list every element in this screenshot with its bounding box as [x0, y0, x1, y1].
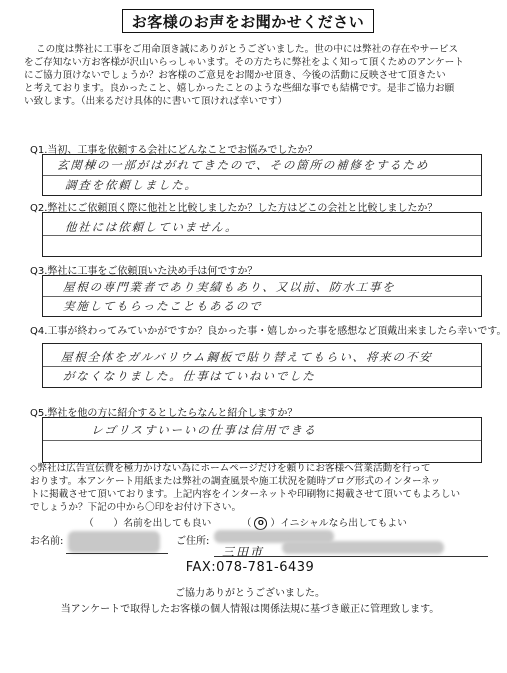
answer-3-line-2: 実施してもらったこともあるので — [62, 299, 263, 313]
redacted-address — [282, 541, 444, 554]
outro-line: おります。本アンケート用紙または弊社の調査風景や施工状況を随時ブログ形式のインターネッ — [30, 476, 441, 487]
consent-choices — [84, 515, 407, 530]
intro-paragraph — [24, 43, 480, 108]
address-value: 三田市 — [222, 545, 265, 559]
outro-line: トに掲載させて頂いております。上記内容をインターネットや印刷物に掲載させて頂いてもよろしい — [30, 489, 461, 500]
answer-rule — [43, 175, 481, 176]
privacy-notice: 当アンケートで取得したお客様の個人情報は関係法規に基づき厳正に管理致します。 — [60, 604, 440, 615]
intro-line: にご協力頂けないでしょうか？お客様のご意見をお聞かせ頂き、今後の活動に反映させて頂きたい — [24, 70, 446, 81]
name-underline — [66, 553, 168, 554]
answer-rule — [43, 440, 481, 441]
choice-initial-label: イニシャルなら出してもよい — [280, 518, 407, 529]
question-2-label: Q2.弊社にご依頼頂く際に他社と比較しましたか？した方はどこの会社と比較しましたか？ — [30, 203, 438, 214]
question-5-label: Q5.弊社を他の方に紹介するとしたらなんと紹介しますか？ — [30, 408, 298, 419]
question-4-label — [30, 322, 507, 337]
publication-consent-text — [30, 462, 490, 514]
fax-number: FAX:078-781-6439 — [185, 560, 315, 575]
question-4-label-text: Q4.工事が終わってみていかがですか？良かった事・嬉しかった事を感想など頂戴出来ましたら幸い — [30, 326, 478, 337]
answer-box-4 — [42, 343, 482, 388]
choice-name-checkbox[interactable]: （ ） — [84, 518, 124, 529]
answer-1-line-2: 調査を依頼しました。 — [64, 178, 199, 192]
answer-box-1 — [42, 154, 482, 196]
outro-line: ◇弊社は広告宣伝費を極力かけない為にホームページだけを頼りにお客様へ営業活動を行って — [30, 463, 431, 474]
intro-line: い致します。（出来るだけ具体的に書いて頂ければ幸いです） — [24, 96, 288, 107]
answer-box-2 — [42, 212, 482, 257]
selected-circle-mark: O — [254, 517, 267, 530]
outro-line: でしょうか？下記の中から〇印をお付け下さい。 — [30, 502, 242, 513]
choice-initial-checkbox[interactable]: （ O ） — [241, 518, 281, 529]
intro-line: をご存知ない方お客様が沢山いらっしゃいます。その方たちに弊社をよく知って頂くためのアンケート — [24, 57, 464, 68]
answer-3-line-1: 屋根の専門業者であり実績もあり、又以前、防水工事を — [62, 280, 396, 294]
form-title: お客様のお声をお聞かせください — [122, 9, 374, 33]
answer-rule — [43, 235, 481, 236]
answer-rule — [43, 296, 481, 297]
address-label: ご住所: — [176, 536, 210, 547]
answer-5-line-1: レゴリスすいーいの仕事は信用できる — [90, 423, 318, 437]
answer-box-3 — [42, 275, 482, 317]
answer-rule — [43, 366, 481, 367]
address-underline — [214, 556, 488, 557]
name-label: お名前: — [30, 536, 64, 547]
intro-line: この度は弊社に工事をご用命頂き誠にありがとうございました。世の中には弊社の存在やサービス — [36, 44, 459, 55]
answer-4-line-2: がなくなりました。仕事はていねいでした — [62, 369, 317, 383]
question-1-label: Q1.当初、工事を依頼する会社にどんなことでお悩みでしたか？ — [30, 145, 318, 156]
answer-4-line-1: 屋根全体をガルバリウム鋼板で貼り替えてもらい、将来の不安 — [60, 350, 433, 364]
choice-name-label: 名前を出しても良い — [123, 518, 212, 529]
redacted-name — [68, 531, 160, 553]
answer-box-5 — [42, 417, 482, 463]
thanks-message: ご協力ありがとうございました。 — [175, 588, 325, 599]
intro-line: と考えております。良かったこと、嬉しかったことのような些細な事でも結構です。是非ご協力お願 — [24, 83, 455, 94]
question-3-label: Q3.弊社に工事をご依頼頂いた決め手は何ですか？ — [30, 266, 258, 277]
answer-2-line-1: 他社には依頼していません。 — [64, 220, 240, 234]
question-4-label-cont: です。 — [477, 326, 507, 337]
answer-1-line-1: 玄関棟の一部がはがれてきたので、その箇所の補修をするため — [56, 158, 430, 172]
